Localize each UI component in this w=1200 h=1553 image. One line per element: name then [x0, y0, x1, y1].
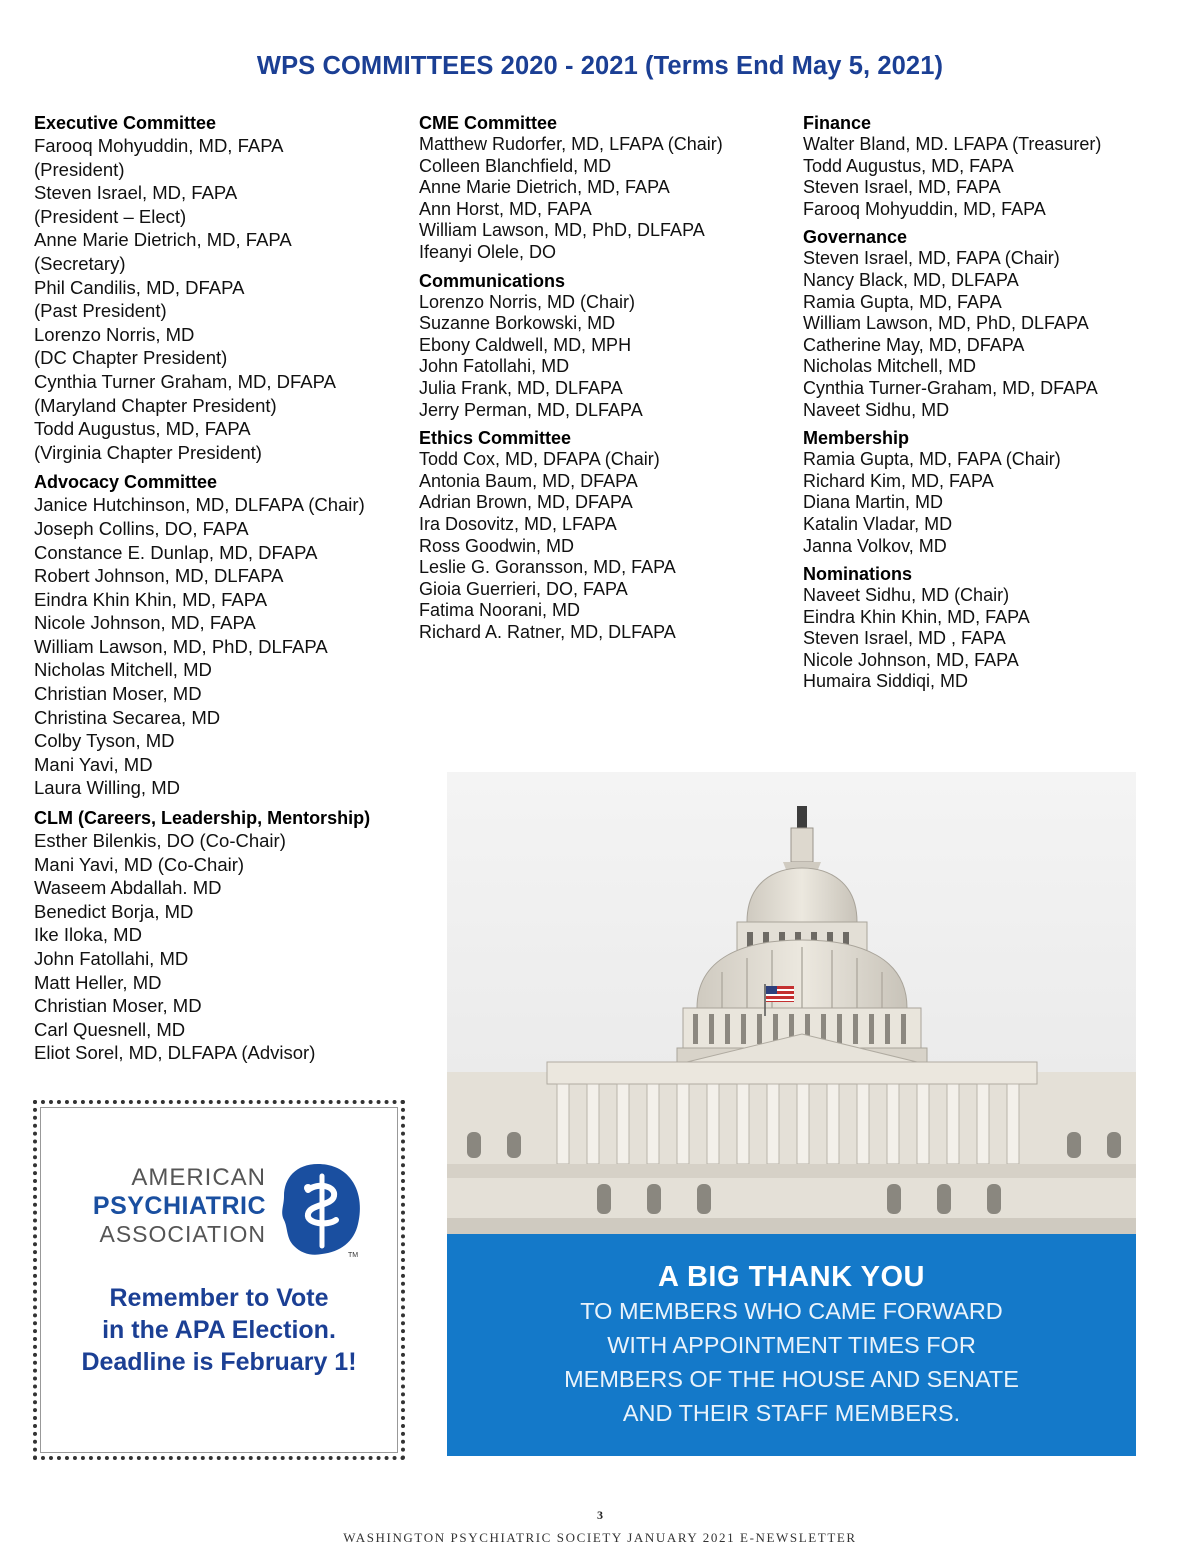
committee-member: Richard A. Ratner, MD, DLFAPA: [419, 621, 676, 642]
committee-block: [803, 427, 1163, 557]
committee-member: (Secretary): [34, 252, 126, 274]
apa-logo-line1: AMERICAN: [131, 1164, 266, 1191]
committee-member: Cynthia Turner-Graham, MD, DFAPA: [803, 377, 1098, 398]
committee-member: Nancy Black, MD, DLFAPA: [803, 269, 1019, 290]
committee-block: [419, 112, 797, 264]
apa-emblem-icon: [278, 1162, 364, 1260]
vote-line-1: Remember to Vote: [109, 1284, 329, 1312]
thank-you-line-1: TO MEMBERS WHO CAME FORWARD: [580, 1298, 1003, 1324]
committee-member: Janice Hutchinson, MD, DLFAPA (Chair): [34, 494, 365, 516]
committee-member: Catherine May, MD, DFAPA: [803, 334, 1025, 355]
committee-member: Humaira Siddiqi, MD: [803, 671, 969, 692]
committee-member: Lorenzo Norris, MD: [34, 323, 195, 345]
vote-line-3: Deadline is February 1!: [81, 1348, 357, 1376]
committee-member: Ike Iloka, MD: [34, 924, 142, 946]
committee-member: Janna Volkov, MD: [803, 535, 947, 556]
committee-member: Benedict Borja, MD: [34, 900, 194, 922]
committee-member: Ann Horst, MD, FAPA: [419, 198, 592, 219]
committee-heading: Executive Committee: [34, 113, 217, 133]
committee-column-1: [34, 112, 414, 1072]
committee-member: Steven Israel, MD, FAPA: [34, 182, 238, 204]
page-title: WPS COMMITTEES 2020 - 2021 (Terms End May 5, 2021): [256, 52, 944, 80]
committee-heading: Ethics Committee: [419, 428, 572, 449]
committee-member: Nicole Johnson, MD, FAPA: [34, 612, 256, 634]
committee-member: Christian Moser, MD: [34, 683, 202, 705]
committee-member: Farooq Mohyuddin, MD, FAPA: [803, 198, 1046, 219]
committee-member: Antonia Baum, MD, DFAPA: [419, 470, 638, 491]
committee-block: [419, 427, 797, 643]
committee-block: [34, 112, 414, 464]
apa-vote-reminder: [33, 1100, 405, 1460]
committee-member: Christina Secarea, MD: [34, 706, 221, 728]
committee-column-3: [803, 112, 1163, 699]
committee-member: Mani Yavi, MD: [34, 753, 153, 775]
committee-member: Ramia Gupta, MD, FAPA (Chair): [803, 449, 1061, 470]
committee-member: Adrian Brown, MD, DFAPA: [419, 492, 633, 513]
committee-block: [803, 226, 1163, 421]
committee-member: Gioia Guerrieri, DO, FAPA: [419, 578, 628, 599]
thank-you-line-4: AND THEIR STAFF MEMBERS.: [622, 1400, 961, 1426]
committee-member: John Fatollahi, MD: [419, 356, 570, 377]
committee-member: Lorenzo Norris, MD (Chair): [419, 291, 636, 312]
committee-member: Ira Dosovitz, MD, LFAPA: [419, 513, 617, 534]
committee-member: Colleen Blanchfield, MD: [419, 155, 612, 176]
committee-member: Steven Israel, MD , FAPA: [803, 628, 1006, 649]
committee-block: [419, 270, 797, 422]
committee-member: Joseph Collins, DO, FAPA: [34, 517, 249, 539]
committee-member: Ross Goodwin, MD: [419, 535, 575, 556]
committee-member: Steven Israel, MD, FAPA: [803, 177, 1001, 198]
vote-line-2: in the APA Election.: [102, 1316, 336, 1344]
committee-heading: Nominations: [803, 564, 913, 585]
apa-trademark: TM: [348, 1252, 359, 1259]
capitol-building-image: [447, 772, 1136, 1234]
committee-member: Nicholas Mitchell, MD: [34, 659, 212, 681]
thank-you-banner: [447, 1234, 1136, 1456]
committee-member: Constance E. Dunlap, MD, DFAPA: [34, 541, 318, 563]
committee-member: Ebony Caldwell, MD, MPH: [419, 334, 632, 355]
committee-member: William Lawson, MD, PhD, DLFAPA: [803, 313, 1089, 334]
committee-member: Eliot Sorel, MD, DLFAPA (Advisor): [34, 1042, 316, 1064]
apa-logo-line3: ASSOCIATION: [99, 1221, 266, 1247]
committee-member: Nicole Johnson, MD, FAPA: [803, 649, 1019, 670]
committee-member: Colby Tyson, MD: [34, 730, 175, 752]
committee-member: Walter Bland, MD. LFAPA (Treasurer): [803, 134, 1102, 154]
committee-member: Fatima Noorani, MD: [419, 600, 581, 621]
committee-member: William Lawson, MD, PhD, DLFAPA: [34, 635, 328, 657]
committee-heading: Governance: [803, 227, 908, 248]
committee-member: Matthew Rudorfer, MD, LFAPA (Chair): [419, 134, 723, 154]
committee-member: Anne Marie Dietrich, MD, FAPA: [34, 229, 292, 251]
committee-block: [34, 471, 414, 800]
committee-heading: Membership: [803, 428, 910, 449]
committee-member: (Past President): [34, 300, 167, 322]
committee-member: Mani Yavi, MD (Co-Chair): [34, 853, 245, 875]
thank-you-line-2: WITH APPOINTMENT TIMES FOR: [607, 1332, 976, 1358]
committee-member: Ramia Gupta, MD, FAPA: [803, 291, 1002, 312]
apa-box-frame: [40, 1107, 398, 1453]
thank-you-title: A BIG THANK YOU: [658, 1261, 925, 1293]
committee-member: Ifeanyi Olele, DO: [419, 241, 557, 262]
committee-member: Jerry Perman, MD, DLFAPA: [419, 399, 643, 420]
committee-member: Matt Heller, MD: [34, 971, 162, 993]
apa-logo-line2: PSYCHIATRIC: [92, 1192, 266, 1220]
committee-member: William Lawson, MD, PhD, DLFAPA: [419, 220, 705, 241]
committee-member: (President): [34, 158, 125, 180]
committee-block: [803, 563, 1163, 693]
committee-member: Naveet Sidhu, MD (Chair): [803, 585, 1010, 606]
committee-member: (Virginia Chapter President): [34, 441, 262, 463]
committee-member: Phil Candilis, MD, DFAPA: [34, 276, 245, 298]
committee-member: Katalin Vladar, MD: [803, 513, 953, 534]
committee-member: Todd Augustus, MD, FAPA: [803, 155, 1014, 176]
committee-member: Cynthia Turner Graham, MD, DFAPA: [34, 370, 336, 392]
committee-member: Esther Bilenkis, DO (Co-Chair): [34, 830, 286, 852]
committee-member: Eindra Khin Khin, MD, FAPA: [803, 606, 1030, 627]
vote-reminder-text: [37, 1282, 401, 1378]
apa-logo: [81, 1162, 371, 1262]
committee-member: (Maryland Chapter President): [34, 394, 277, 416]
apa-logo-wordmark: [81, 1164, 266, 1248]
committee-member: (President – Elect): [34, 205, 187, 227]
committee-heading: Finance: [803, 113, 872, 133]
committee-member: Steven Israel, MD, FAPA (Chair): [803, 248, 1060, 269]
committee-member: Carl Quesnell, MD: [34, 1018, 186, 1040]
committee-heading: CLM (Careers, Leadership, Mentorship): [34, 808, 371, 829]
committee-member: Julia Frank, MD, DLFAPA: [419, 377, 623, 398]
thank-you-panel: [447, 772, 1136, 1456]
committee-member: John Fatollahi, MD: [34, 948, 189, 969]
committee-member: Laura Willing, MD: [34, 777, 180, 799]
committee-member: Diana Martin, MD: [803, 492, 944, 513]
committee-block: [34, 807, 414, 1065]
committee-member: Anne Marie Dietrich, MD, FAPA: [419, 177, 670, 198]
page-number: 3: [597, 1508, 603, 1522]
committee-member: (DC Chapter President): [34, 347, 228, 369]
committee-member: Christian Moser, MD: [34, 995, 202, 1017]
committee-member: Todd Cox, MD, DFAPA (Chair): [419, 449, 660, 470]
committee-member: Naveet Sidhu, MD: [803, 399, 950, 420]
committee-member: Farooq Mohyuddin, MD, FAPA: [34, 135, 284, 156]
committee-member: Richard Kim, MD, FAPA: [803, 470, 994, 491]
committee-block: [803, 112, 1163, 220]
newsletter-footer: WASHINGTON PSYCHIATRIC SOCIETY JANUARY 2021 E-NEWSLETTER: [343, 1530, 857, 1545]
committee-member: Leslie G. Goransson, MD, FAPA: [419, 557, 676, 578]
committee-member: Waseem Abdallah. MD: [34, 877, 222, 899]
committee-heading: Communications: [419, 270, 566, 291]
committee-heading: CME Committee: [419, 113, 558, 133]
committee-member: Eindra Khin Khin, MD, FAPA: [34, 588, 268, 610]
thank-you-line-3: MEMBERS OF THE HOUSE AND SENATE: [564, 1366, 1019, 1392]
committee-member: Robert Johnson, MD, DLFAPA: [34, 565, 284, 587]
committee-member: Todd Augustus, MD, FAPA: [34, 418, 251, 440]
committee-column-2: [419, 112, 797, 649]
committee-member: Suzanne Borkowski, MD: [419, 313, 616, 334]
committee-member: Nicholas Mitchell, MD: [803, 356, 977, 377]
committee-heading: Advocacy Committee: [34, 472, 218, 493]
